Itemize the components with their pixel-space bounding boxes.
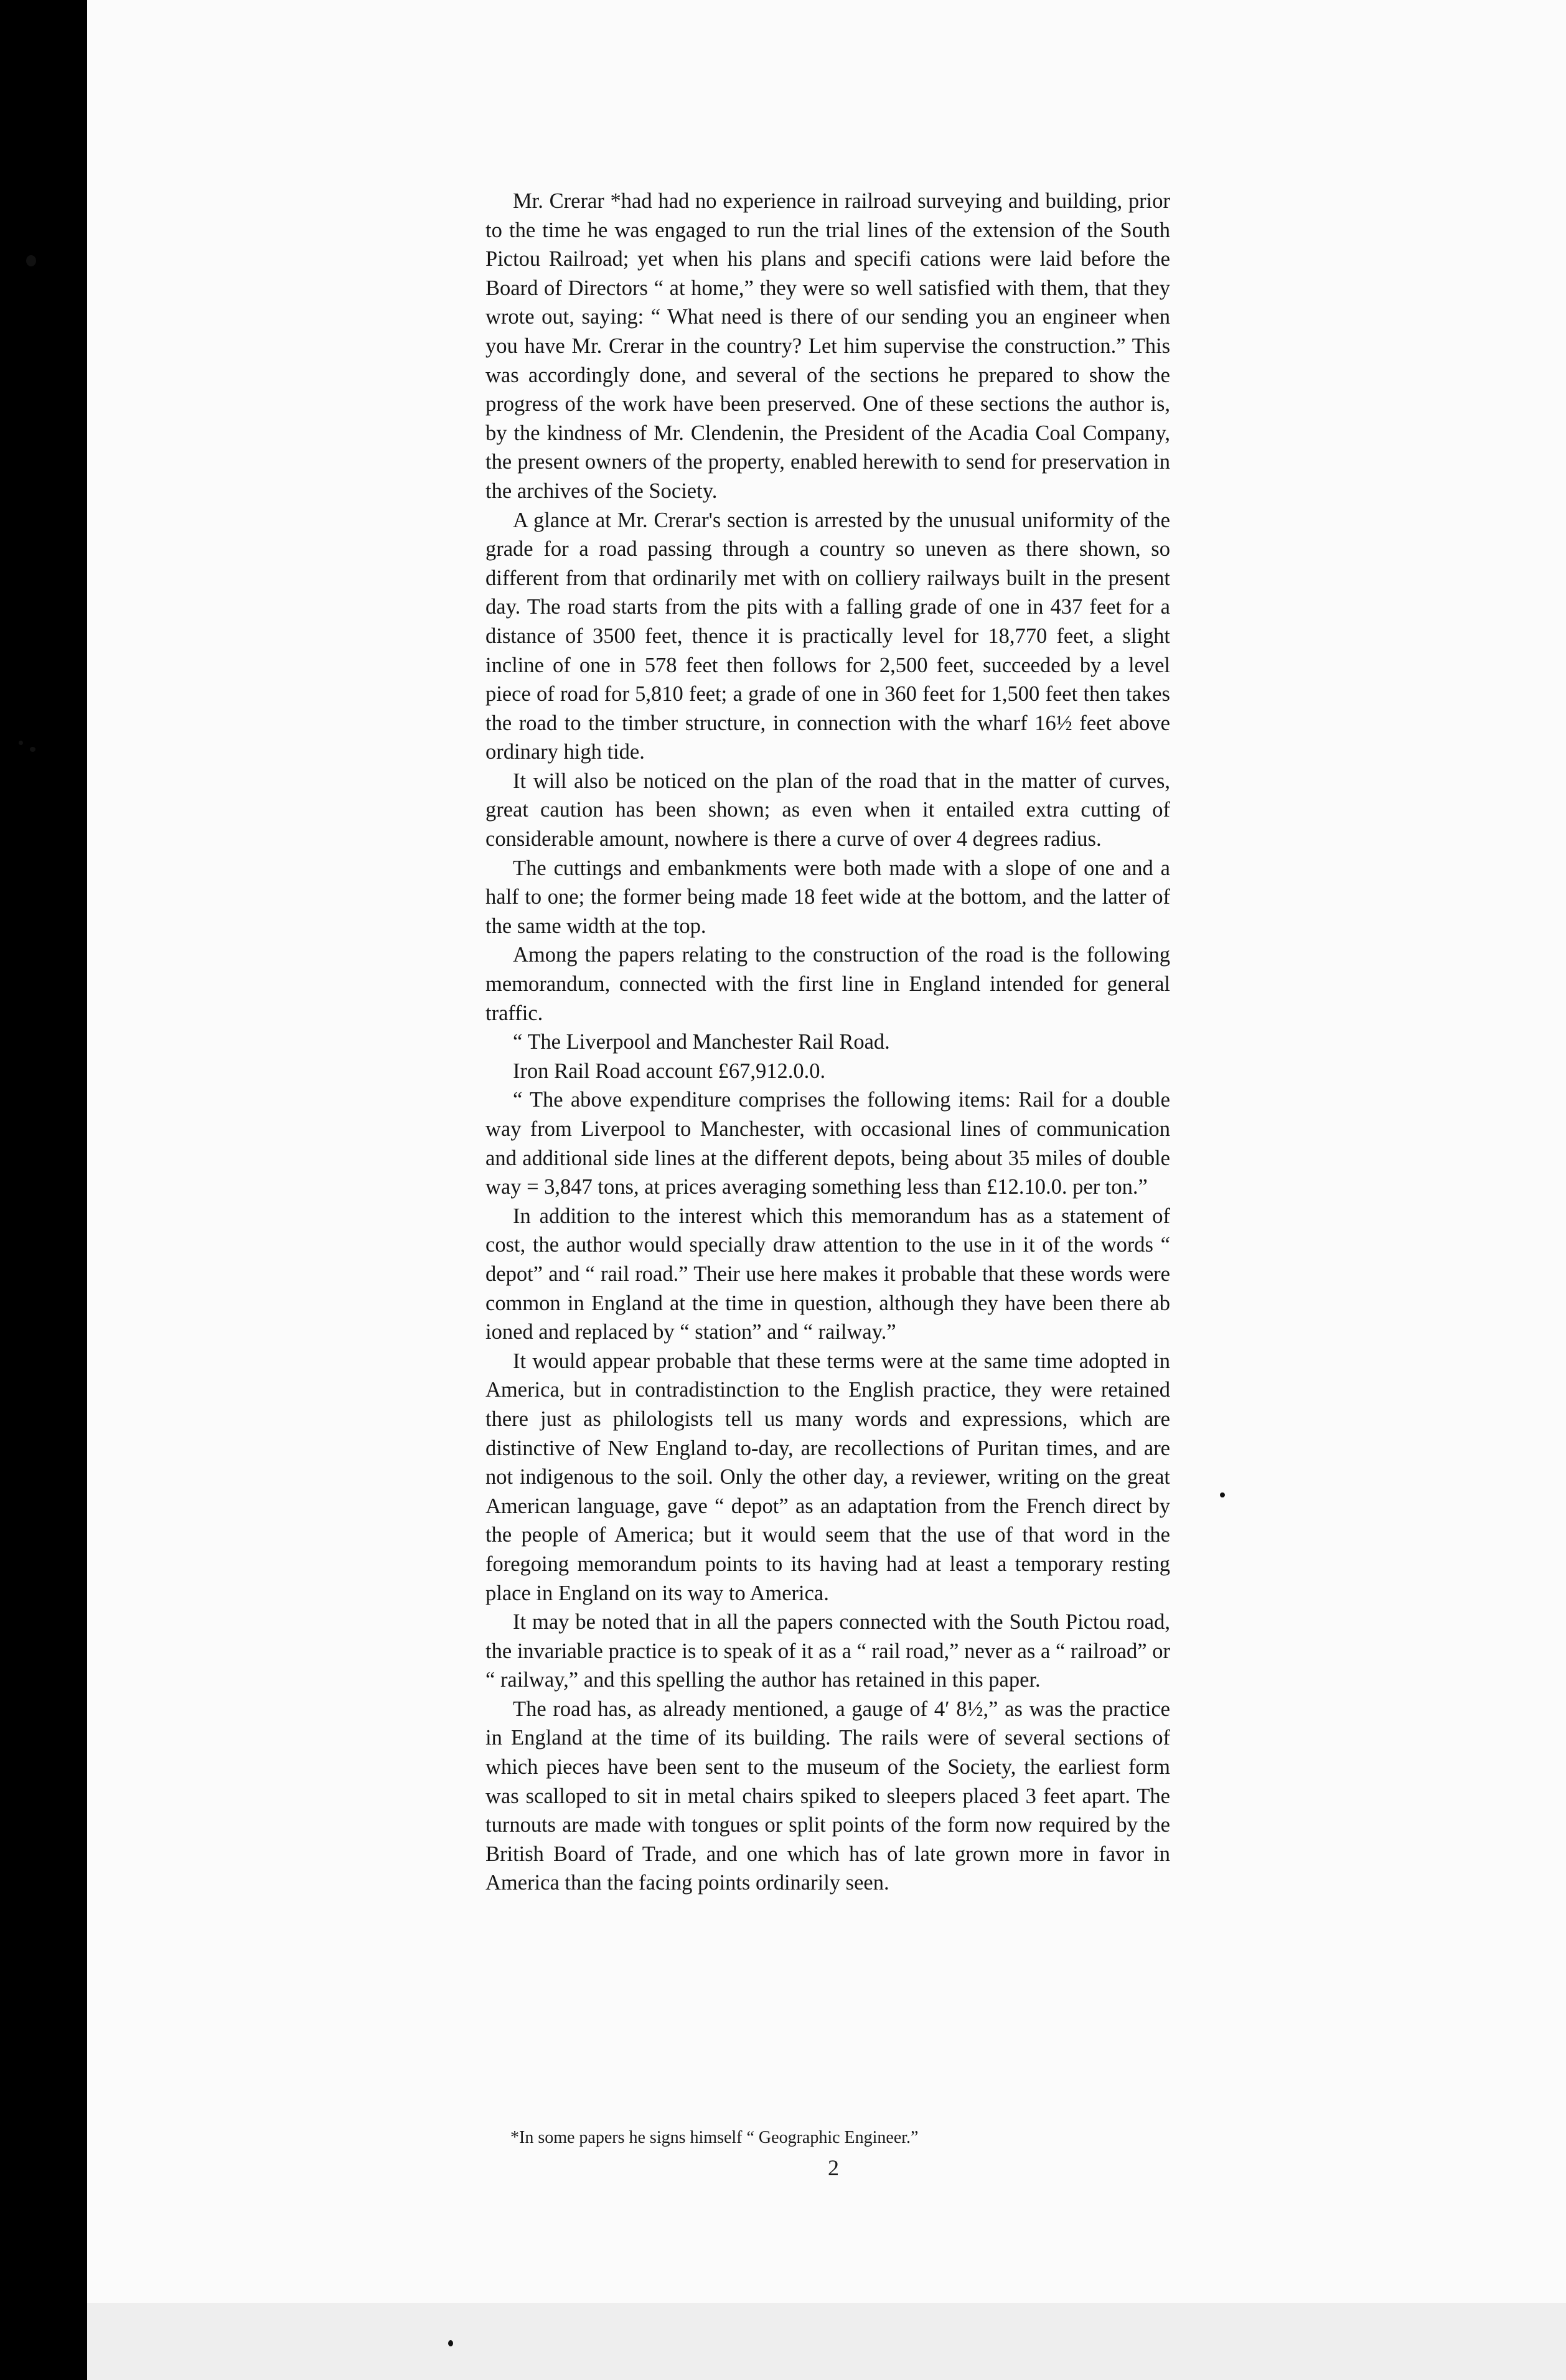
margin-speck xyxy=(448,2340,453,2346)
paragraph: A glance at Mr. Crerar's section is arrested by the unusual uniformity of the grade for a road passing through a country so uneven as there shown, so different from that ordinarily met with on colliery railways built in the present day. The road starts from the pits with a falling grade of one in 437 feet for a distance of 3500 feet, thence it is practically level for 18,770 feet, a slight incline of one in 578 feet then follows for 2,500 feet, succeeded by a level piece of road for 5,810 feet; a grade of one in 360 feet for 1,500 feet then takes the road to the timber structure, in connection with the wharf 16½ feet above ordinary high tide. xyxy=(485,508,1170,764)
paragraph: Among the papers relating to the construction of the road is the following memorandum, connected with the first line in England intended for general traffic. xyxy=(485,943,1170,1025)
paragraph: It may be noted that in all the papers connected with the South Pictou road, the invariable practice is to speak of it as a “ rail road,” never as a “ railroad” or “ railway,” and this spelling the author has retained in this paper. xyxy=(485,1610,1170,1692)
paragraph: It would appear probable that these terms were at the same time adopted in America, but in contradistinction to the English practice, they were retained there just as philologists tell us many words and expressions, which are distinctive of New England to-day, are recollections of Puritan times, and are not indigenous to the soil. Only the other day, a reviewer, writing on the great American language, gave “ depot” as an adaptation from the French direct by the people of America; but it would seem that the use of that word in the foregoing memorandum points to its having had at least a temporary resting place in England on its way to America. xyxy=(485,1349,1170,1605)
memorandum-heading: “ The Liverpool and Manchester Rail Road. xyxy=(513,1030,890,1054)
margin-speck xyxy=(30,747,35,752)
page-bottom-margin xyxy=(87,2303,1566,2380)
memorandum-account: Iron Rail Road account £67,912.0.0. xyxy=(513,1059,826,1083)
margin-speck xyxy=(19,741,23,745)
body-text xyxy=(485,187,1170,1898)
footnote: *In some papers he signs himself “ Geographic Engineer.” xyxy=(510,2128,919,2147)
paragraph: In addition to the interest which this memorandum has as a statement of cost, the author would specially draw attention to the use in it of the words “ depot” and “ rail road.” Their use here makes it probable that these words were common in England at the time in question, although they have been there ab ioned and replaced by “ station” and “ railway.” xyxy=(485,1204,1170,1344)
margin-speck xyxy=(1220,1492,1225,1497)
margin-speck xyxy=(26,255,36,266)
paragraph: It will also be noticed on the plan of the road that in the matter of curves, great caution has been shown; as even when it entailed extra cutting of considerable amount, nowhere is there a curve of over 4 degrees radius. xyxy=(485,769,1170,851)
page-number: 2 xyxy=(828,2155,839,2180)
paragraph: The road has, as already mentioned, a gauge of 4′ 8½,” as was the practice in England at the time of its building. The rails were of several sections of which pieces have been sent to the museum of the Society, the earliest form was scalloped to sit in metal chairs spiked to sleepers placed 3 feet apart. The turnouts are made with tongues or split points of the form now required by the British Board of Trade, and one which has of late grown more in favor in America than the facing points ordinarily seen. xyxy=(485,1697,1170,1895)
paragraph: Mr. Crerar *had had no experience in railroad surveying and building, prior to the time he was engaged to run the trial lines of the extension of the South Pictou Railroad; yet when his plans and specifi cations were laid before the Board of Directors “ at home,” they were so well satisfied with them, that they wrote out, saying: “ What need is there of our sending you an engineer when you have Mr. Crerar in the country? Let him supervise the construction.” This was accordingly done, and several of the sections he prepared to show the progress of the work have been preserved. One of these sections the author is, by the kindness of Mr. Clendenin, the President of the Acadia Coal Company, the present owners of the property, enabled herewith to send for preservation in the archives of the Society. xyxy=(485,189,1170,503)
memorandum-body: “ The above expenditure comprises the following items: Rail for a double way from Liverpool to Manchester, with occasional lines of communication and additional side lines at the different depots, being about 35 miles of double way = 3,847 tons, at prices averaging something less than £12.10.0. per ton.” xyxy=(485,1088,1170,1199)
paragraph: The cuttings and embankments were both made with a slope of one and a half to one; the former being made 18 feet wide at the bottom, and the latter of the same width at the top. xyxy=(485,856,1170,938)
